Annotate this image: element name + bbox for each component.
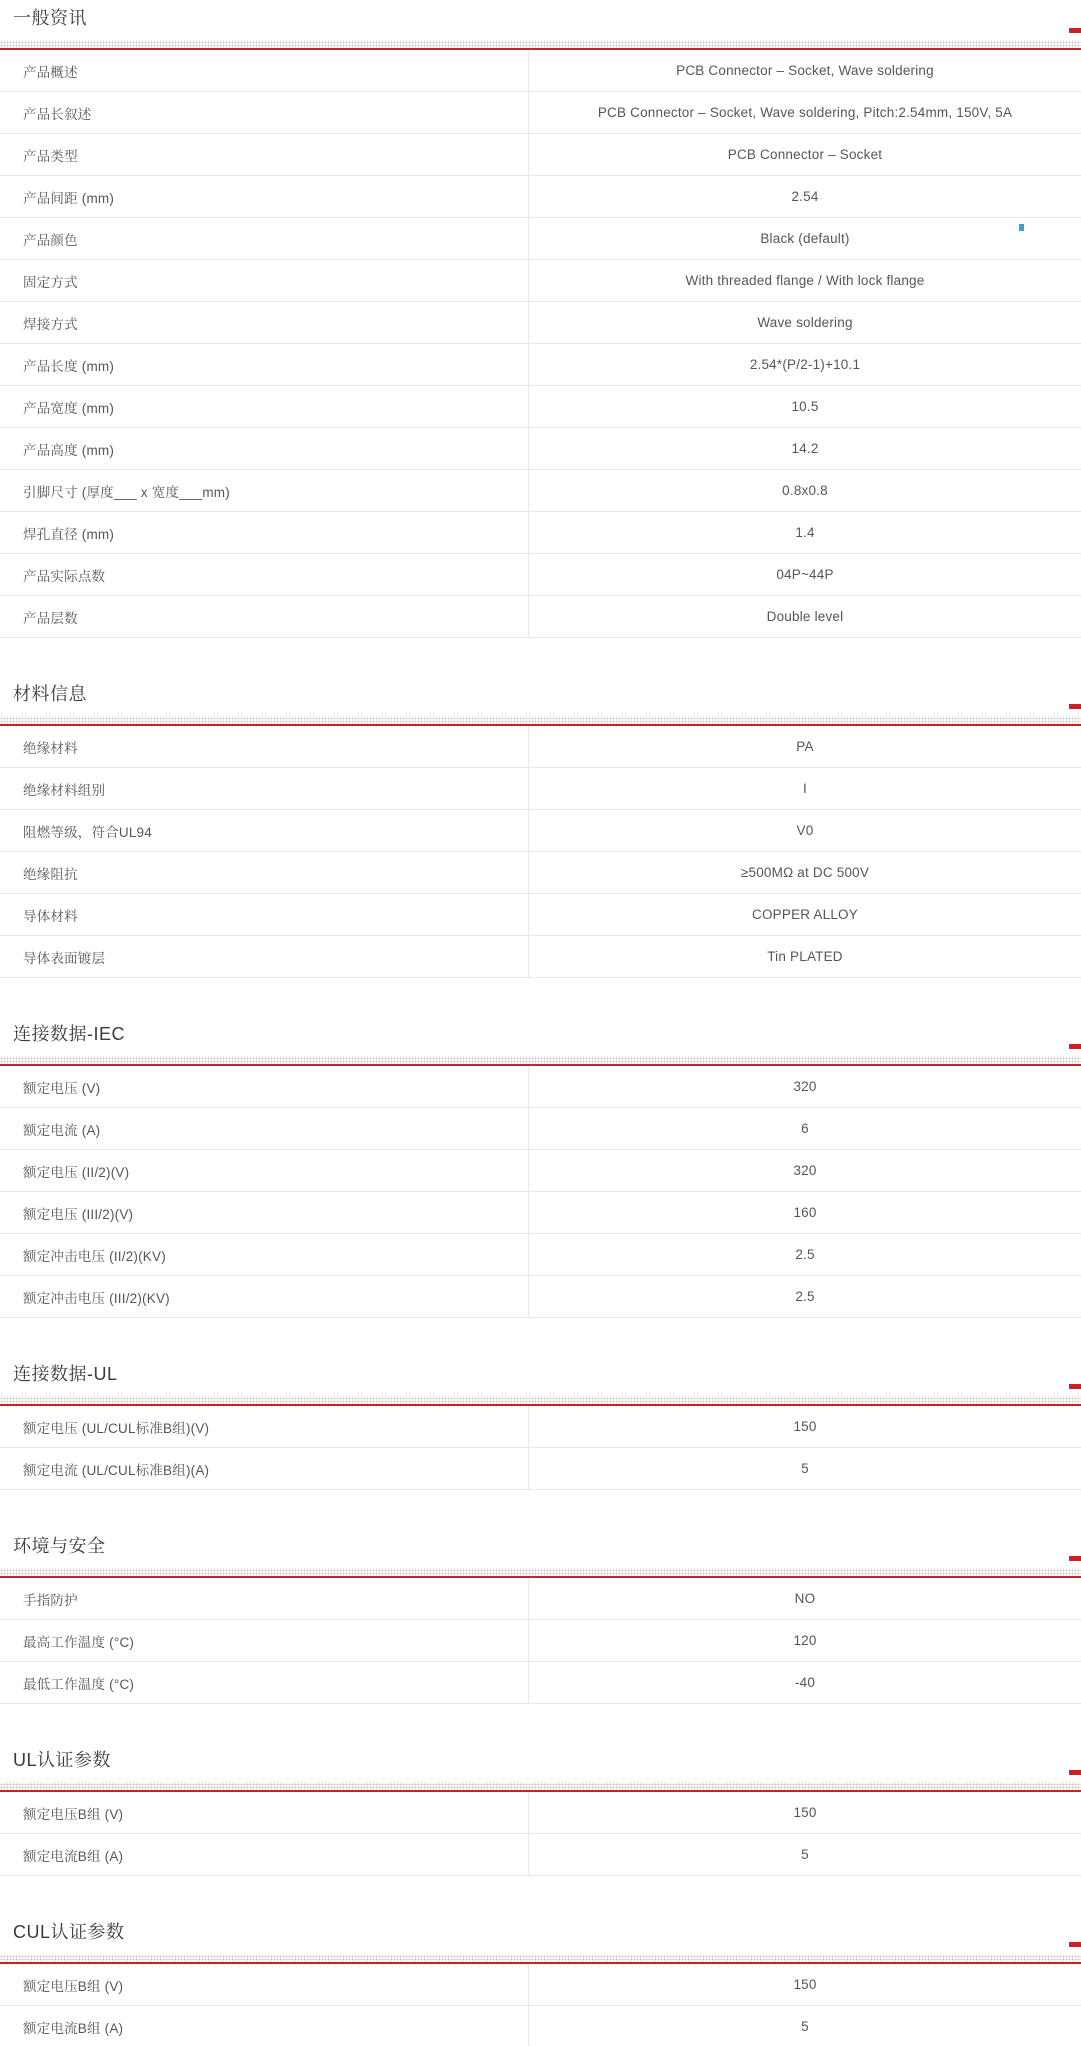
- spec-table: [0, 1964, 1081, 2046]
- section-dotted-divider: [0, 716, 1081, 724]
- spec-label: 额定电流 (UL/CUL标准B组)(A): [0, 1448, 529, 1489]
- spec-value: 150: [793, 1419, 817, 1434]
- table-row: [0, 936, 1081, 978]
- spec-section: [0, 682, 1081, 978]
- section-title: [0, 682, 1081, 706]
- table-row: [0, 1620, 1081, 1662]
- spec-table: [0, 50, 1081, 638]
- spec-label: 产品颜色: [0, 218, 529, 259]
- spec-label: 额定电流B组 (A): [0, 1834, 529, 1875]
- table-row: [0, 1792, 1081, 1834]
- spec-value: PCB Connector – Socket, Wave soldering, Pitch:2.54mm, 150V, 5A: [597, 105, 1013, 120]
- spec-value: COPPER ALLOY: [752, 907, 858, 922]
- table-row: [0, 1066, 1081, 1108]
- spec-label: 产品间距 (mm): [0, 176, 529, 217]
- spec-value: 320: [793, 1163, 817, 1178]
- section-title-text: 一般资讯: [13, 8, 87, 28]
- table-row: [0, 1406, 1081, 1448]
- spec-value: 04P~44P: [776, 567, 834, 582]
- spec-value: Double level: [766, 609, 844, 624]
- section-title-text: 连接数据-IEC: [13, 1024, 125, 1044]
- table-row: [0, 1192, 1081, 1234]
- spec-label: 额定冲击电压 (III/2)(KV): [0, 1276, 529, 1317]
- spec-label: 绝缘材料: [0, 726, 529, 767]
- section-dotted-divider: [0, 1782, 1081, 1790]
- spec-section: [0, 1920, 1081, 2046]
- table-row: [0, 852, 1081, 894]
- spec-value: 160: [793, 1205, 817, 1220]
- spec-value: -40: [794, 1675, 816, 1690]
- section-accent-dash-icon: [1069, 704, 1081, 709]
- spec-value: PA: [796, 739, 814, 754]
- spec-label: 最高工作温度 (°C): [0, 1620, 529, 1661]
- spec-value: 5: [801, 1461, 809, 1476]
- table-row: [0, 726, 1081, 768]
- spec-label: 阻燃等级，符合UL94: [0, 810, 529, 851]
- section-dotted-divider: [0, 40, 1081, 48]
- spec-table: [0, 1066, 1081, 1318]
- spec-label: 额定电压B组 (V): [0, 1792, 529, 1833]
- spec-table: [0, 1578, 1081, 1704]
- spec-value: Black (default): [760, 231, 850, 246]
- spec-table: [0, 726, 1081, 978]
- spec-label: 产品宽度 (mm): [0, 386, 529, 427]
- spec-label: 额定电流 (A): [0, 1108, 529, 1149]
- table-row: [0, 1276, 1081, 1318]
- section-title-text: CUL认证参数: [13, 1922, 125, 1942]
- section-dotted-divider: [0, 1056, 1081, 1064]
- table-row: [0, 470, 1081, 512]
- spec-label: 产品层数: [0, 596, 529, 637]
- table-row: [0, 386, 1081, 428]
- section-title: [0, 1534, 1081, 1558]
- table-row: [0, 1108, 1081, 1150]
- spec-value: 2.5: [795, 1247, 815, 1262]
- spec-label: 产品实际点数: [0, 554, 529, 595]
- table-row: [0, 1964, 1081, 2006]
- spec-label: 手指防护: [0, 1578, 529, 1619]
- spec-value: I: [803, 781, 807, 796]
- spec-value: 10.5: [791, 399, 819, 414]
- spec-value: 120: [793, 1633, 817, 1648]
- spec-value: 14.2: [791, 441, 819, 456]
- section-accent-dash-icon: [1069, 1556, 1081, 1561]
- spec-label: 产品类型: [0, 134, 529, 175]
- table-row: [0, 50, 1081, 92]
- spec-value: 6: [801, 1121, 809, 1136]
- section-title: [0, 1920, 1081, 1944]
- spec-table: [0, 1792, 1081, 1876]
- spec-label: 绝缘阻抗: [0, 852, 529, 893]
- spec-value: PCB Connector – Socket: [727, 147, 883, 162]
- spec-section: [0, 1748, 1081, 1876]
- spec-value: 2.5: [795, 1289, 815, 1304]
- spec-section: [0, 1534, 1081, 1704]
- section-accent-dash-icon: [1069, 1384, 1081, 1389]
- section-dotted-divider: [0, 1954, 1081, 1962]
- spec-label: 额定电压 (II/2)(V): [0, 1150, 529, 1191]
- spec-table: [0, 1406, 1081, 1490]
- section-title: [0, 1748, 1081, 1772]
- section-title: [0, 1022, 1081, 1046]
- spec-label: 额定电压B组 (V): [0, 1964, 529, 2005]
- section-accent-dash-icon: [1069, 28, 1081, 33]
- table-row: [0, 302, 1081, 344]
- section-title: [0, 6, 1081, 30]
- table-row: [0, 2006, 1081, 2046]
- table-row: [0, 554, 1081, 596]
- spec-label: 额定电压 (UL/CUL标准B组)(V): [0, 1406, 529, 1447]
- spec-label: 导体表面镀层: [0, 936, 529, 977]
- section-accent-dash-icon: [1069, 1770, 1081, 1775]
- section-title-text: 连接数据-UL: [13, 1364, 118, 1384]
- spec-value: 2.54*(P/2-1)+10.1: [749, 357, 861, 372]
- table-row: [0, 768, 1081, 810]
- spec-value: 1.4: [795, 525, 815, 540]
- table-row: [0, 1578, 1081, 1620]
- section-title-text: 环境与安全: [13, 1536, 106, 1556]
- spec-label: 焊接方式: [0, 302, 529, 343]
- table-row: [0, 92, 1081, 134]
- table-row: [0, 1448, 1081, 1490]
- table-row: [0, 218, 1081, 260]
- spec-section: [0, 6, 1081, 638]
- spec-label: 绝缘材料组别: [0, 768, 529, 809]
- spec-value: 150: [793, 1805, 817, 1820]
- spec-section: [0, 1362, 1081, 1490]
- spec-label: 引脚尺寸 (厚度___ x 宽度___mm): [0, 470, 529, 511]
- table-row: [0, 1834, 1081, 1876]
- table-row: [0, 134, 1081, 176]
- blue-dot-marker-icon: [1019, 224, 1024, 231]
- spec-section: [0, 1022, 1081, 1318]
- table-row: [0, 1662, 1081, 1704]
- spec-label: 产品概述: [0, 50, 529, 91]
- spec-label: 产品长度 (mm): [0, 344, 529, 385]
- table-row: [0, 428, 1081, 470]
- spec-value: NO: [794, 1591, 816, 1606]
- spec-value: Tin PLATED: [767, 949, 843, 964]
- spec-value: 320: [793, 1079, 817, 1094]
- spec-value: V0: [796, 823, 814, 838]
- spec-value: 5: [801, 1847, 809, 1862]
- spec-value: PCB Connector – Socket, Wave soldering: [676, 63, 934, 78]
- section-dotted-divider: [0, 1396, 1081, 1404]
- spec-value: Wave soldering: [757, 315, 853, 330]
- table-row: [0, 344, 1081, 386]
- spec-value: 0.8x0.8: [782, 483, 828, 498]
- spec-value: 150: [793, 1977, 817, 1992]
- spec-value: 5: [801, 2019, 809, 2034]
- table-row: [0, 1150, 1081, 1192]
- section-title: [0, 1362, 1081, 1386]
- table-row: [0, 512, 1081, 554]
- section-accent-dash-icon: [1069, 1044, 1081, 1049]
- spec-label: 额定电流B组 (A): [0, 2006, 529, 2046]
- section-accent-dash-icon: [1069, 1942, 1081, 1947]
- table-row: [0, 810, 1081, 852]
- spec-label: 导体材料: [0, 894, 529, 935]
- spec-label: 焊孔直径 (mm): [0, 512, 529, 553]
- spec-value: ≥500MΩ at DC 500V: [740, 865, 870, 880]
- spec-label: 产品高度 (mm): [0, 428, 529, 469]
- section-title-text: UL认证参数: [13, 1750, 112, 1770]
- table-row: [0, 1234, 1081, 1276]
- section-dotted-divider: [0, 1568, 1081, 1576]
- table-row: [0, 894, 1081, 936]
- spec-value: 2.54: [791, 189, 819, 204]
- spec-label: 产品长叙述: [0, 92, 529, 133]
- spec-label: 固定方式: [0, 260, 529, 301]
- spec-label: 最低工作温度 (°C): [0, 1662, 529, 1703]
- section-title-text: 材料信息: [13, 684, 87, 704]
- spec-label: 额定冲击电压 (II/2)(KV): [0, 1234, 529, 1275]
- spec-value: With threaded flange / With lock flange: [685, 273, 925, 288]
- table-row: [0, 596, 1081, 638]
- spec-label: 额定电压 (III/2)(V): [0, 1192, 529, 1233]
- spec-label: 额定电压 (V): [0, 1066, 529, 1107]
- table-row: [0, 260, 1081, 302]
- table-row: [0, 176, 1081, 218]
